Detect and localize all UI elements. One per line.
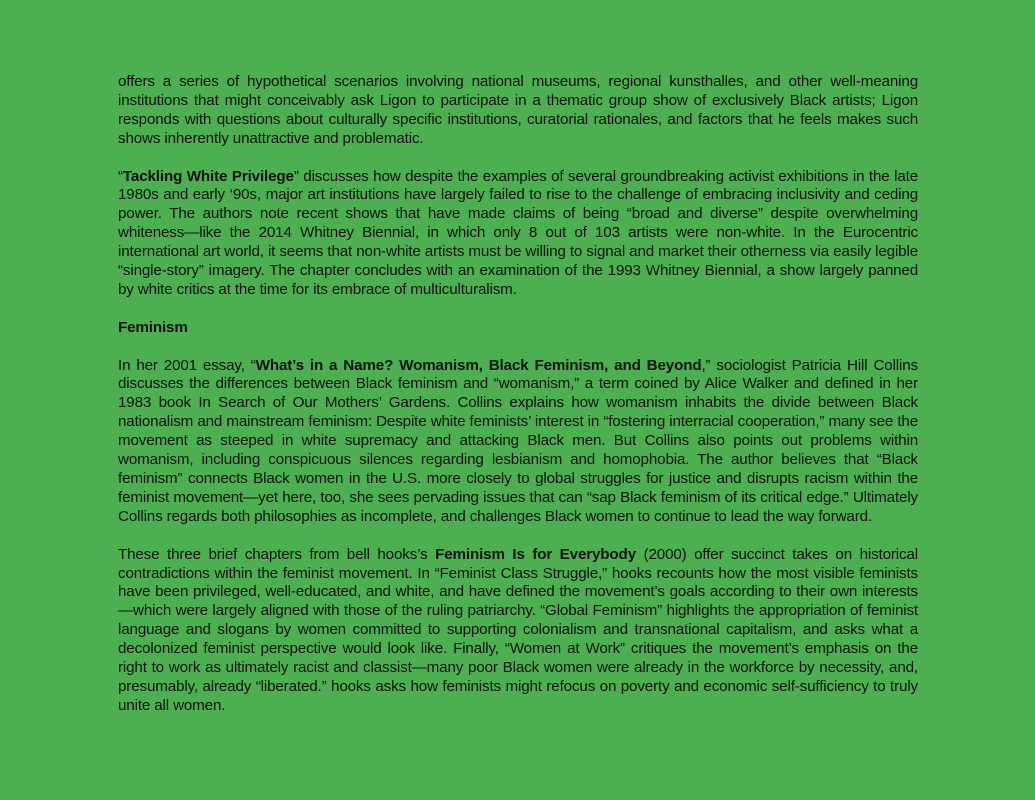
paragraph-ligon-scenarios: offers a series of hypothetical scenarios involving national museums, regional kunsthalles, and other well-meaning institutions that might conceivably ask Ligon to participate in a thematic group show of exclusively Black artists; Ligon responds with questions about culturally specific institutions, curatorial rationales, and factors that he feels makes such shows inherently unattractive and problematic. [118,73,918,147]
paragraph-collins-womanism [118,357,918,527]
paragraph-body: (2000) offer succinct takes on historical contradictions within the feminist movement. In “Feminist Class Struggle,” hooks recounts how the most visible feminists have been privileged, well-educated, and white, and have defined the movement’s goals according to their own interests—which were largely aligned with those of the ruling patriarchy. “Global Feminism” highlights the appropriation of feminist language and slogans by women committed to supporting colonialism and transnational capitalism, and asks what a decolonized feminist perspective would look like. Finally, “Women at Work” critiques the movement’s emphasis on the right to work as ultimately racist and classist—many poor Black women were already in the workforce by necessity, and, presumably, already “liberated.” hooks asks how feminists might refocus on poverty and economic self-sufficiency to truly unite all women. [118,545,918,714]
paragraph-prefix: “ [118,167,123,185]
paragraph-prefix: These three brief chapters from bell hooks’s [118,545,436,563]
essay-title-whats-in-a-name: What’s in a Name? Womanism, Black Feminism, and Beyond [255,356,702,374]
paragraph-hooks-feminism [118,546,918,716]
document-page [118,73,918,735]
paragraph-body: ,” sociologist Patricia Hill Collins discusses the differences between Black feminism and “womanism,” a term coined by Alice Walker and defined in her 1983 book In Search of Our Mothers’ Gardens. Collins explains how womanism inhabits the divide between Black nationalism and mainstream feminism: Despite white feminists’ interest in “fostering interracial cooperation,” many see the movement as steeped in white supremacy and attacking Black men. But Collins also points out problems within womanism, including conspicuous silences regarding lesbianism and homophobia. The author believes that “Black feminism” connects Black women in the U.S. more closely to global struggles for justice and disrupts racism within the feminist movement—yet here, too, she sees pervading issues that can “sap Black feminism of its critical edge.” Ultimately Collins regards both philosophies as incomplete, and challenges Black women to continue to lead the way forward. [118,356,918,525]
paragraph-prefix: In her 2001 essay, “ [118,356,256,374]
paragraph-body: ” discusses how despite the examples of several groundbreaking activist exhibitions in the late 1980s and early ‘90s, major art institutions have largely failed to rise to the challenge of embracing inclusivity and ceding power. The authors note recent shows that have made claims of being “broad and diverse” despite overwhelming whiteness—like the 2014 Whitney Biennial, in which only 8 out of 103 artists were non-white. In the Eurocentric international art world, it seems that non-white artists must be willing to signal and market their otherness via easily legible “single-story” imagery. The chapter concludes with an examination of the 1993 Whitney Biennial, a show largely panned by white critics at the time for its embrace of multiculturalism. [118,167,918,298]
chapter-title-tackling-white-privilege: Tackling White Privilege [122,167,294,185]
paragraph-tackling-white-privilege [118,168,918,300]
section-heading-feminism: Feminism [118,318,188,336]
book-title-feminism-is-for-everybody: Feminism Is for Everybody [435,545,636,563]
